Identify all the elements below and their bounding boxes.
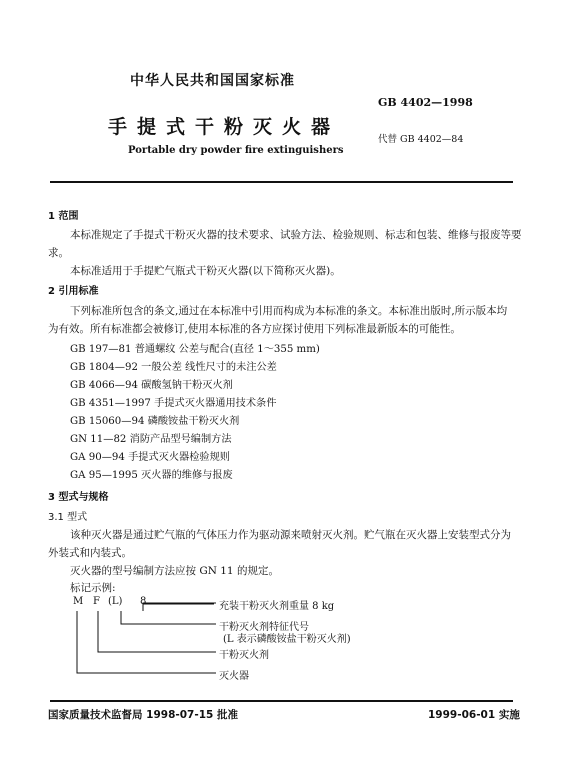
section-3-para-2: 灭火器的型号编制方法应按 GN 11 的规定。 [70,565,279,577]
document-title: 手提式干粉灭火器 [108,116,341,138]
model-code-m: M [73,596,84,607]
standard-code: GB 4402—1998 [378,96,473,109]
referenced-standard: GA 90—94 手提式灭火器检验规则 [70,452,230,463]
section-2-para-line-1: 下列标准所包含的条文,通过在本标准中引用而构成为本标准的条文。本标准出版时,所示版本均 [70,305,508,317]
referenced-standard: GB 1804—92 一般公差 线性尺寸的未注公差 [70,362,277,373]
model-code-l-label-line-1: 干粉灭火剂特征代号 [219,622,309,633]
section-3-heading: 3 型式与规格 [48,492,109,503]
model-code-f: F [93,596,100,607]
document-title-english: Portable dry powder fire extinguishers [128,145,344,156]
referenced-standard: GN 11—82 消防产品型号编制方法 [70,434,232,445]
section-3-para-3: 标记示例: [70,582,116,594]
footer-rule [50,700,513,702]
section-2-para-line-2: 为有效。所有标准都会被修订,使用本标准的各方应探讨使用下列标准最新版本的可能性。 [48,323,461,335]
section-1-para-1-line-1: 本标准规定了手提式干粉灭火器的技术要求、试验方法、检验规则、标志和包装、维修与报废等要 [70,229,522,241]
model-code-l-label-line-2: (L 表示磷酸铵盐干粉灭火剂) [223,634,351,645]
referenced-standard: GB 4066—94 碳酸氢钠干粉灭火剂 [70,380,233,391]
model-code-8-label: 充装干粉灭火剂重量 8 kg [219,601,335,612]
section-3-para-1-line-1: 该种灭火器是通过贮气瓶的气体压力作为驱动源来喷射灭火剂。贮气瓶在灭火器上安装型式分为 [70,529,511,541]
national-standard-heading: 中华人民共和国国家标准 [130,73,295,89]
model-code-m-label: 灭火器 [219,671,249,682]
replaces-note: 代替 GB 4402—84 [378,134,464,145]
issuer-approval: 国家质量技术监督局 1998-07-15 批准 [48,709,238,721]
section-1-para-2: 本标准适用于手提贮气瓶式干粉灭火器(以下简称灭火器)。 [70,265,341,277]
model-code-l: (L) [108,596,123,607]
effective-date: 1999-06-01 实施 [428,709,520,721]
section-1-para-1-line-2: 求。 [48,247,69,259]
model-code-8: 8 [140,596,147,607]
referenced-standard: GA 95—1995 灭火器的维修与报废 [70,470,233,481]
referenced-standard: GB 4351—1997 手提式灭火器通用技术条件 [70,398,277,409]
referenced-standard: GB 197—81 普通螺纹 公差与配合(直径 1～355 mm) [70,344,320,355]
section-1-heading: 1 范围 [48,211,79,222]
section-3-1-heading: 3.1 型式 [48,512,88,523]
referenced-standard: GB 15060—94 磷酸铵盐干粉灭火剂 [70,416,240,427]
section-3-para-1-line-2: 外装式和内装式。 [48,547,132,559]
model-code-f-label: 干粉灭火剂 [219,650,269,661]
section-2-heading: 2 引用标准 [48,286,99,297]
